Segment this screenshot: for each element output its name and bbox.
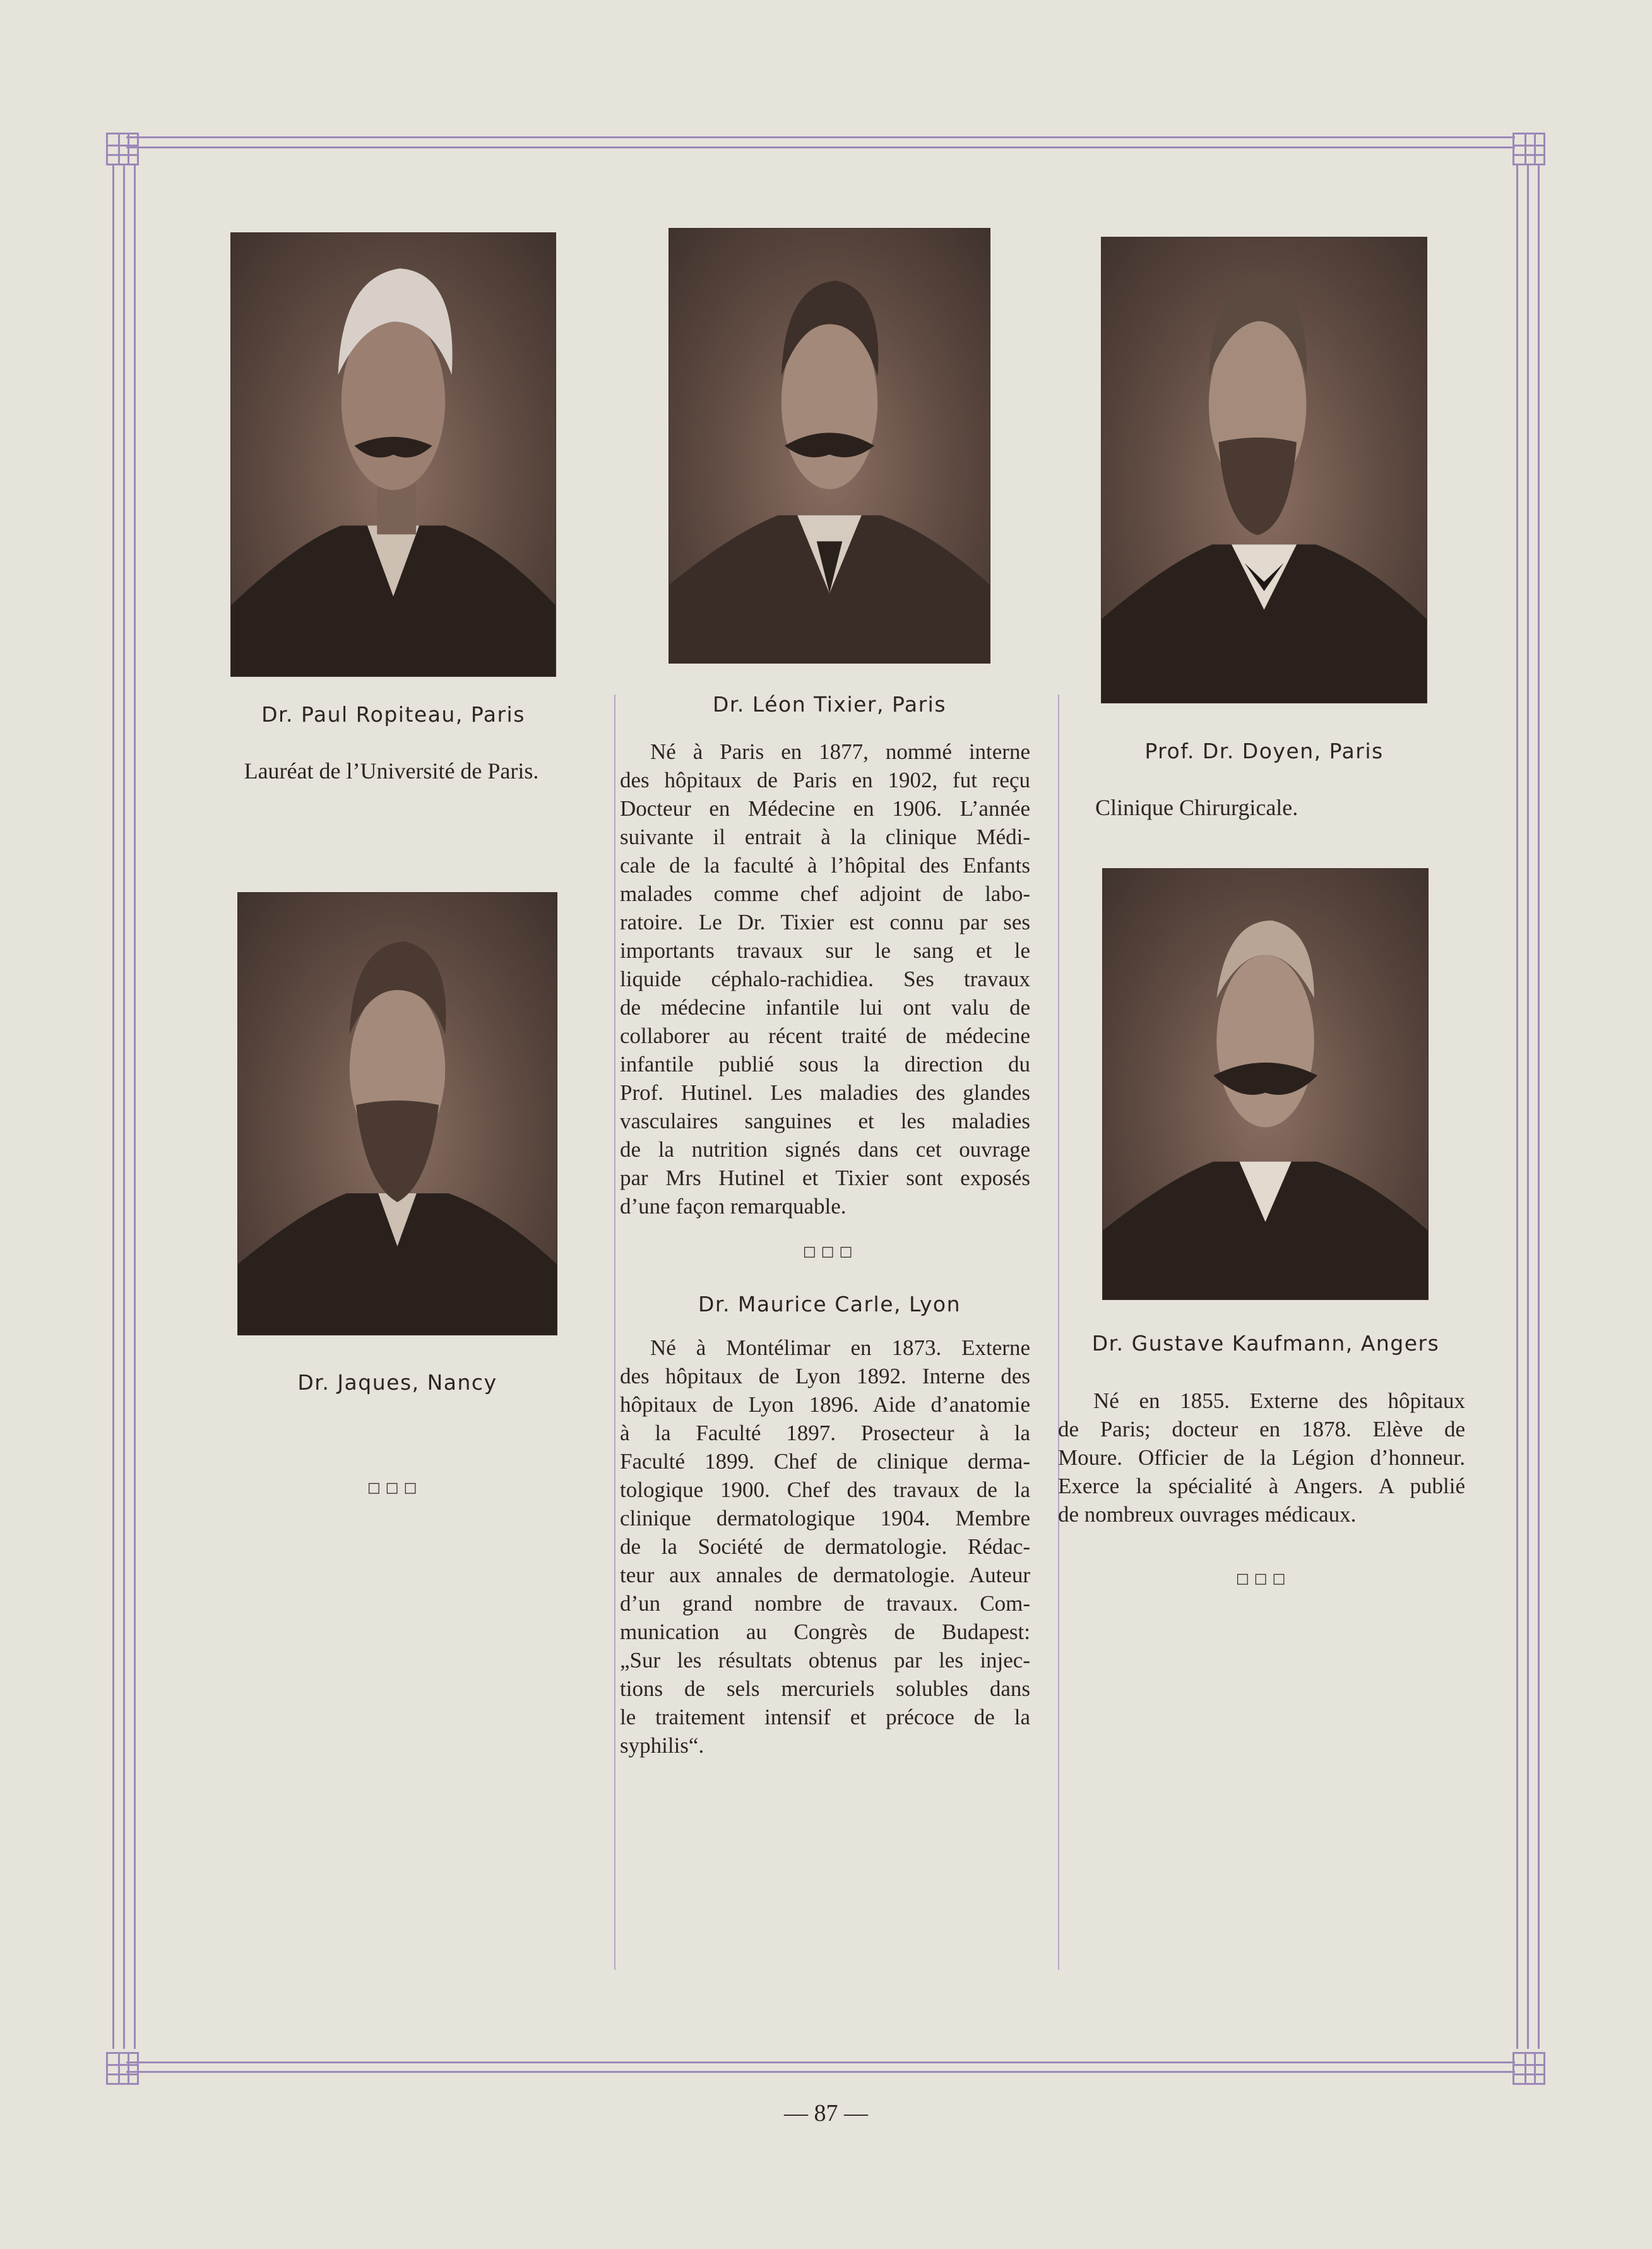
biography-line: tologique 1900. Chef des travaux de la <box>620 1477 1030 1502</box>
frame-right-line <box>1538 164 1540 2049</box>
biography-line: des hôpitaux de Paris en 1902, fut reçu <box>620 768 1030 792</box>
frame-corner-ornament <box>106 2052 139 2085</box>
biography-line: d’une façon remarquable. <box>620 1194 847 1219</box>
section-separator: □□□ <box>367 1480 422 1496</box>
portrait-silhouette <box>1103 869 1428 1299</box>
frame-left-line <box>123 164 125 2049</box>
frame-left-line <box>134 164 136 2049</box>
portrait-silhouette <box>238 893 557 1335</box>
biography-line: de la Société de dermatologie. Rédac- <box>620 1534 1030 1559</box>
biography-line: tions de sels mercuriels solubles dans <box>620 1676 1030 1701</box>
frame-bottom-line <box>126 2061 1515 2063</box>
portrait-note-doyen: Clinique Chirurgicale. <box>1095 795 1298 820</box>
biography-line: de nombreux ouvrages médicaux. <box>1058 1502 1357 1527</box>
portrait-silhouette <box>1102 237 1427 703</box>
biography-line: malades comme chef adjoint de labo- <box>620 881 1030 906</box>
biography-carle <box>620 1333 1030 1760</box>
biography-line: Né à Montélimar en 1873. Externe <box>650 1335 1030 1360</box>
biography-line: d’un grand nombre de travaux. Com- <box>620 1591 1030 1616</box>
portrait-name-tixier: Dr. Léon Tixier, Paris <box>712 692 947 717</box>
biography-line: clinique dermatologique 1904. Membre <box>620 1506 1030 1530</box>
biography-line: Moure. Officier de la Légion d’honneur. <box>1058 1445 1465 1470</box>
frame-corner-ornament <box>1512 133 1545 165</box>
column-divider <box>614 695 615 1970</box>
biography-line: de médecine infantile lui ont valu de <box>620 995 1030 1020</box>
portrait-name-doyen: Prof. Dr. Doyen, Paris <box>1144 739 1384 763</box>
portrait-photo-kaufmann <box>1103 869 1428 1299</box>
biography-line: Docteur en Médecine en 1906. L’année <box>620 796 1030 821</box>
page-number: — 87 — <box>784 2100 868 2127</box>
biography-line: par Mrs Hutinel et Tixier sont exposés <box>620 1166 1030 1190</box>
portrait-photo-jaques <box>238 893 557 1335</box>
biography-line: ratoire. Le Dr. Tixier est connu par ses <box>620 910 1030 934</box>
biography-line: des hôpitaux de Lyon 1892. Interne des <box>620 1364 1030 1388</box>
biography-tixier <box>620 737 1030 1220</box>
biography-line: vasculaires sanguines et les maladies <box>620 1109 1030 1133</box>
biography-line: cale de la faculté à l’hôpital des Enfants <box>620 853 1030 878</box>
biography-line: Faculté 1899. Chef de clinique derma- <box>620 1449 1030 1474</box>
frame-bottom-line <box>126 2071 1515 2073</box>
biography-line: Prof. Hutinel. Les maladies des glandes <box>620 1080 1030 1105</box>
biography-line: Né à Paris en 1877, nommé interne <box>650 739 1030 764</box>
biography-line: Exerce la spécialité à Angers. A publié <box>1058 1474 1465 1498</box>
biography-line: syphilis“. <box>620 1733 704 1758</box>
biography-line: collaborer au récent traité de médecine <box>620 1023 1030 1048</box>
biography-line: de Paris; docteur en 1878. Elève de <box>1058 1417 1465 1441</box>
frame-corner-ornament <box>1512 2052 1545 2085</box>
column-divider <box>1058 695 1059 1970</box>
biography-line: hôpitaux de Lyon 1896. Aide d’anatomie <box>620 1392 1030 1417</box>
biography-kaufmann <box>1058 1387 1465 1529</box>
frame-top-line <box>126 146 1515 148</box>
portrait-note-ropiteau: Lauréat de l’Université de Paris. <box>244 758 539 784</box>
biography-line: liquide céphalo-rachidiea. Ses travaux <box>620 967 1030 991</box>
portrait-silhouette <box>231 233 556 676</box>
frame-corner-ornament <box>106 133 139 165</box>
portrait-photo-doyen <box>1102 237 1427 703</box>
biography-line: de la nutrition signés dans cet ouvrage <box>620 1137 1030 1162</box>
frame-right-line <box>1516 164 1518 2049</box>
portrait-photo-ropiteau <box>231 233 556 676</box>
biography-line: suivante il entrait à la clinique Médi- <box>620 825 1030 849</box>
frame-right-line <box>1527 164 1529 2049</box>
portrait-name-kaufmann: Dr. Gustave Kaufmann, Angers <box>1091 1331 1440 1356</box>
section-separator: □□□ <box>803 1244 858 1260</box>
frame-left-line <box>112 164 114 2049</box>
portrait-name-ropiteau: Dr. Paul Ropiteau, Paris <box>261 702 525 727</box>
biography-line: „Sur les résultats obtenus par les injec- <box>620 1648 1030 1673</box>
section-separator: □□□ <box>1236 1571 1291 1587</box>
biography-line: importants travaux sur le sang et le <box>620 938 1030 963</box>
frame-top-line <box>126 136 1515 138</box>
biography-line: infantile publié sous la direction du <box>620 1052 1030 1077</box>
biography-line: à la Faculté 1897. Prosecteur à la <box>620 1421 1030 1445</box>
portrait-name-jaques: Dr. Jaques, Nancy <box>297 1370 497 1395</box>
biography-line: le traitement intensif et précoce de la <box>620 1705 1030 1729</box>
portrait-name-carle: Dr. Maurice Carle, Lyon <box>698 1292 961 1316</box>
portrait-silhouette <box>669 229 990 663</box>
biography-line: Né en 1855. Externe des hôpitaux <box>1093 1388 1465 1413</box>
biography-line: teur aux annales de dermatologie. Auteur <box>620 1563 1030 1587</box>
biography-line: munication au Congrès de Budapest: <box>620 1620 1030 1644</box>
portrait-photo-tixier <box>669 229 990 663</box>
